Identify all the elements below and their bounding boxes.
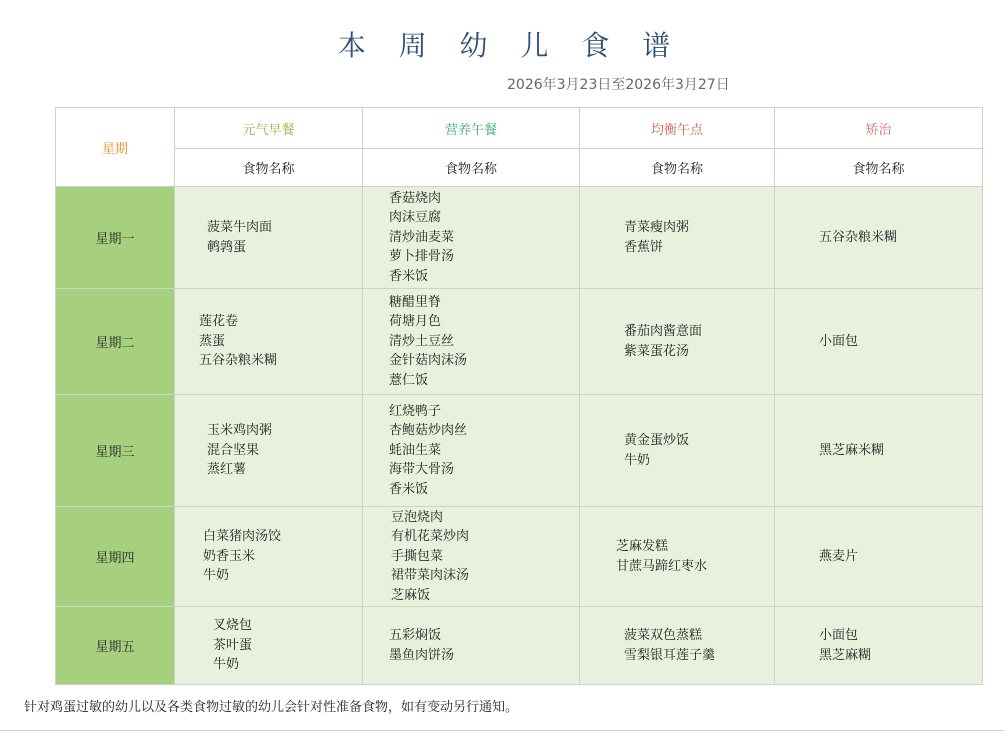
footnote: 针对鸡蛋过敏的幼儿以及各类食物过敏的幼儿会针对性准备食物，如有变动另行通知。	[24, 700, 519, 715]
food-item: 牛奶	[203, 568, 230, 584]
lunch-cell	[363, 395, 580, 507]
lunch-food-list	[389, 189, 579, 287]
day-cell: 星期三	[56, 395, 175, 507]
food-item: 牛奶	[213, 657, 240, 673]
food-item: 鹌鹑蛋	[207, 239, 247, 255]
food-item: 黑芝麻糊	[819, 647, 872, 663]
table-subheader-row	[56, 149, 983, 187]
food-item: 香蕉饼	[624, 239, 664, 255]
day-cell: 星期四	[56, 507, 175, 607]
food-item: 萝卜排骨汤	[389, 249, 455, 265]
food-item: 豆泡烧肉	[391, 509, 444, 525]
breakfast-food-list	[207, 421, 362, 480]
special-food-list	[819, 228, 982, 248]
food-item: 薏仁饭	[389, 372, 429, 388]
breakfast-food-list	[213, 616, 362, 675]
header-snack: 均衡午点	[580, 108, 775, 149]
food-item: 糖醋里脊	[389, 294, 442, 310]
food-item: 菠菜牛肉面	[207, 220, 273, 235]
food-item: 黑芝麻米糊	[819, 442, 885, 458]
subheader-food-name: 食物名称	[775, 149, 983, 187]
food-item: 茶叶蛋	[213, 637, 253, 653]
lunch-cell	[363, 289, 580, 395]
food-item: 裙带菜肉沫汤	[391, 568, 470, 584]
special-cell	[775, 289, 983, 395]
header-day: 星期	[56, 108, 175, 187]
special-food-list	[819, 332, 982, 352]
special-cell	[775, 395, 983, 507]
food-item: 肉沫豆腐	[389, 210, 442, 226]
food-item: 蒸蛋	[199, 333, 226, 349]
breakfast-food-list	[207, 218, 362, 257]
day-cell: 星期二	[56, 289, 175, 395]
snack-cell	[580, 289, 775, 395]
food-item: 莲花卷	[199, 314, 239, 330]
header-special: 矫治	[775, 108, 983, 149]
breakfast-cell	[175, 607, 363, 685]
food-item: 紫菜蛋花汤	[624, 343, 690, 359]
food-item: 荷塘月色	[389, 314, 442, 330]
food-item: 牛奶	[624, 452, 651, 468]
food-item: 青菜瘦肉粥	[624, 220, 690, 235]
special-food-list	[819, 547, 982, 567]
breakfast-cell	[175, 187, 363, 289]
food-item: 小面包	[819, 333, 859, 349]
snack-cell	[580, 607, 775, 685]
snack-cell	[580, 187, 775, 289]
food-item: 五谷杂粮米糊	[819, 229, 898, 245]
food-item: 番茄肉酱意面	[624, 324, 703, 339]
food-item: 小面包	[819, 628, 859, 643]
snack-cell	[580, 395, 775, 507]
special-food-list	[819, 626, 982, 665]
table-header-row	[56, 108, 983, 149]
snack-food-list	[624, 626, 774, 665]
food-item: 甘蔗马蹄红枣水	[616, 558, 708, 574]
special-cell	[775, 607, 983, 685]
food-item: 金针菇肉沫汤	[389, 353, 468, 369]
food-item: 菠菜双色蒸糕	[624, 628, 703, 643]
breakfast-food-list	[199, 312, 362, 371]
lunch-cell	[363, 507, 580, 607]
food-item: 芝麻发糕	[616, 539, 669, 554]
snack-cell	[580, 507, 775, 607]
lunch-food-list	[389, 626, 579, 665]
food-item: 燕麦片	[819, 548, 859, 564]
lunch-food-list	[389, 293, 579, 391]
snack-food-list	[624, 322, 774, 361]
food-item: 杏鲍菇炒肉丝	[389, 423, 468, 439]
food-item: 蒸红薯	[207, 462, 247, 478]
breakfast-food-list	[203, 527, 362, 586]
food-item: 海带大骨汤	[389, 462, 455, 478]
day-cell: 星期一	[56, 187, 175, 289]
food-item: 黄金蛋炒饭	[624, 433, 690, 448]
lunch-food-list	[389, 402, 579, 500]
special-food-list	[819, 441, 982, 461]
date-range: 2026年3月23日至2026年3月27日	[507, 77, 730, 93]
snack-food-list	[624, 218, 774, 257]
food-item: 芝麻饭	[391, 587, 431, 603]
food-item: 玉米鸡肉粥	[207, 423, 273, 439]
lunch-cell	[363, 187, 580, 289]
subheader-food-name: 食物名称	[175, 149, 363, 187]
breakfast-cell	[175, 507, 363, 607]
snack-food-list	[616, 537, 774, 576]
breakfast-cell	[175, 289, 363, 395]
food-item: 蚝油生菜	[389, 442, 442, 458]
breakfast-cell	[175, 395, 363, 507]
food-item: 香米饭	[389, 268, 429, 284]
food-item: 混合坚果	[207, 442, 260, 458]
food-item: 香米饭	[389, 481, 429, 497]
table-row	[56, 187, 983, 289]
special-cell	[775, 507, 983, 607]
header-breakfast: 元气早餐	[175, 108, 363, 149]
food-item: 墨鱼肉饼汤	[389, 647, 455, 663]
food-item: 五彩焖饭	[389, 628, 442, 643]
snack-food-list	[624, 431, 774, 470]
food-item: 红烧鸭子	[389, 403, 442, 419]
subheader-food-name: 食物名称	[363, 149, 580, 187]
subheader-food-name: 食物名称	[580, 149, 775, 187]
food-item: 清炒土豆丝	[389, 333, 455, 349]
table-row	[56, 289, 983, 395]
food-item: 白菜猪肉汤饺	[203, 529, 282, 545]
food-item: 叉烧包	[213, 618, 253, 634]
food-item: 雪梨银耳莲子羹	[624, 647, 716, 663]
food-item: 奶香玉米	[203, 548, 256, 564]
table-row	[56, 607, 983, 685]
lunch-cell	[363, 607, 580, 685]
header-lunch: 营养午餐	[363, 108, 580, 149]
lunch-food-list	[391, 508, 579, 606]
special-cell	[775, 187, 983, 289]
table-row	[56, 395, 983, 507]
day-cell: 星期五	[56, 607, 175, 685]
page-divider	[0, 730, 1004, 731]
table-row	[56, 507, 983, 607]
food-item: 五谷杂粮米糊	[199, 353, 278, 369]
menu-table	[55, 107, 983, 685]
food-item: 香菇烧肉	[389, 190, 442, 206]
food-item: 手撕包菜	[391, 548, 444, 564]
food-item: 清炒油麦菜	[389, 229, 455, 245]
page-title: 本 周 幼 儿 食 谱	[337, 29, 683, 62]
food-item: 有机花菜炒肉	[391, 529, 470, 545]
